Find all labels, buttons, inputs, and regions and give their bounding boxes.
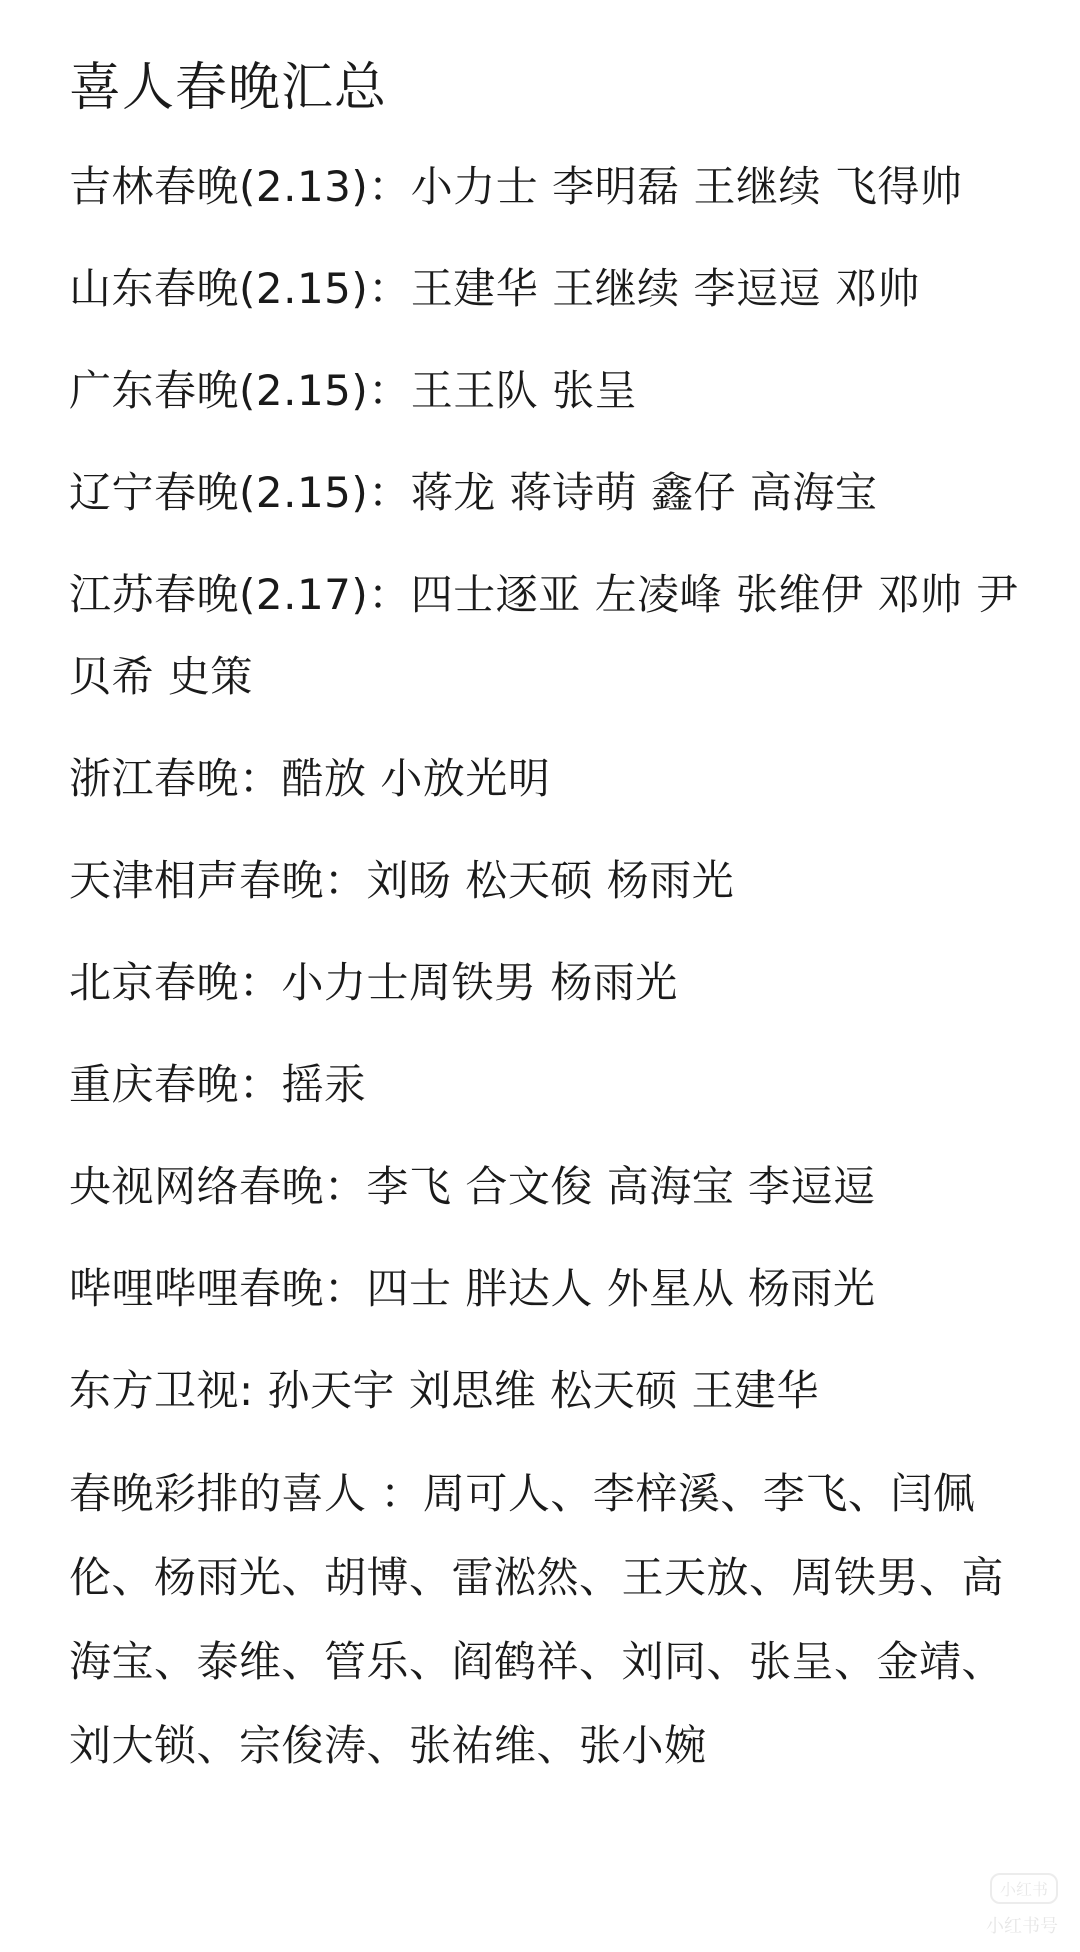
watermark-id: 小红书号 [986, 1916, 1058, 1937]
list-item-guangdong: 广东春晚(2.15)：王王队 张呈 [69, 366, 638, 415]
gala-list [69, 146, 1020, 1788]
page-title: 喜人春晚汇总 [69, 58, 388, 118]
list-item-dragon-tv: 东方卫视: 孙天宇 刘思维 松天硕 王建华 [69, 1366, 820, 1415]
list-item-zhejiang: 浙江春晚：酷放 小放光明 [69, 754, 551, 803]
list-item-jiangsu: 江苏春晚(2.17)：四士逐亚 左凌峰 张维伊 邓帅 尹贝希 史策 [69, 570, 1019, 701]
list-item-beijing: 北京春晚：小力士周铁男 杨雨光 [69, 958, 678, 1007]
list-item-rehearsal: 春晚彩排的喜人 ：周可人、李梓溪、李飞、闫佩伦、杨雨光、胡博、雷淞然、王天放、周铁男、高海宝、泰维、管乐、阎鹤祥、刘同、张呈、金靖、刘大锁、宗俊涛、张祐维、张小婉 [69, 1469, 1005, 1770]
list-item-shandong: 山东春晚(2.15)：王建华 王继续 李逗逗 邓帅 [69, 264, 920, 313]
list-item-liaoning: 辽宁春晚(2.15)：蒋龙 蒋诗萌 鑫仔 高海宝 [69, 468, 878, 517]
list-item-tianjin: 天津相声春晚：刘旸 松天硕 杨雨光 [69, 856, 735, 905]
list-item-bilibili: 哔哩哔哩春晚：四士 胖达人 外星从 杨雨光 [69, 1264, 876, 1313]
list-item-jilin: 吉林春晚(2.13)：小力士 李明磊 王继续 飞得帅 [69, 162, 963, 211]
watermark [986, 1873, 1058, 1938]
list-item-chongqing: 重庆春晚：摇汞 [69, 1060, 367, 1109]
list-item-cctv-online: 央视网络春晚：李飞 合文俊 高海宝 李逗逗 [69, 1162, 876, 1211]
watermark-logo: 小红书 [990, 1873, 1058, 1904]
